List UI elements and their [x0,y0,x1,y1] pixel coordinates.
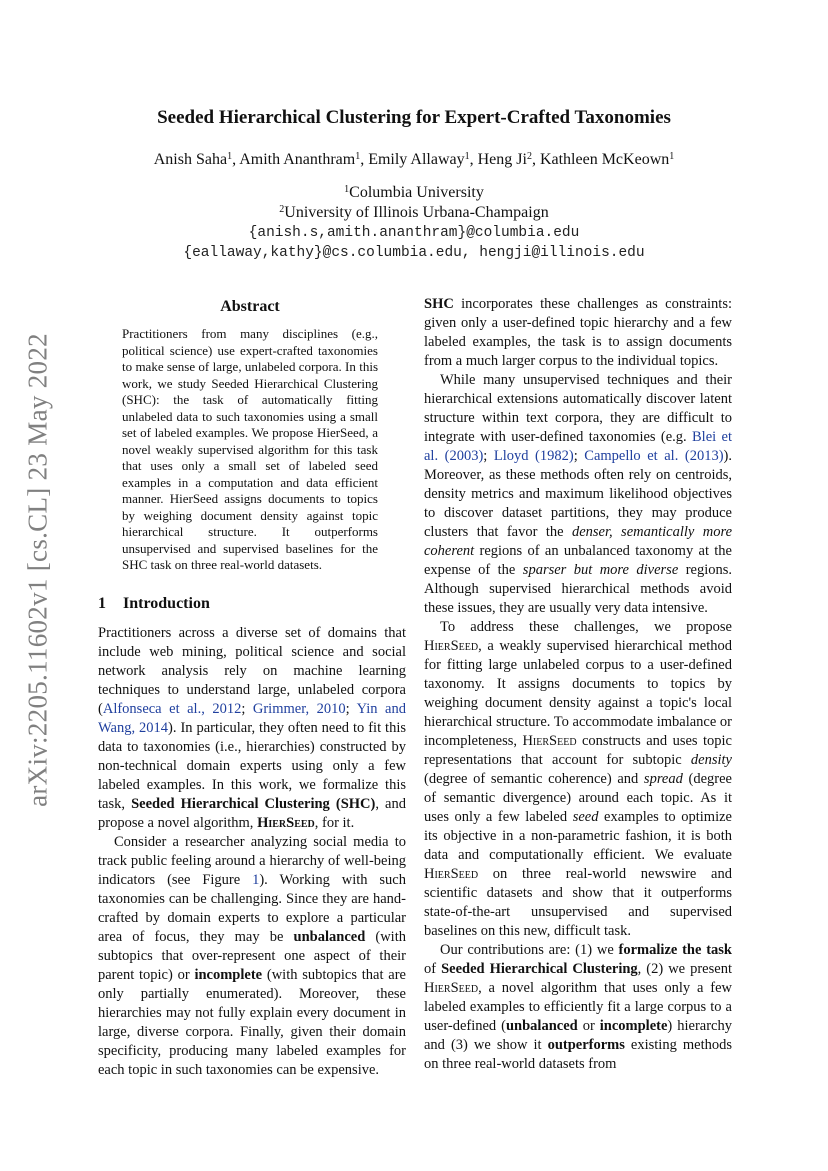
text-run: , a weakly supervised hierarchical method for fitting large unlabeled corpus to a user-defined taxonomy. It assigns documents to topics by weighing document density against a topic's local hierarchical structure. To accommodate imbalance or incompleteness, [424,638,732,749]
text-run: Our contributions are: (1) we [440,942,619,958]
paragraph [424,295,732,371]
text-run: ). Moreover, as these methods often rely on centroids, density metrics and maximum likelihood objectives to discover dataset partitions, they may produce clusters that favor the [424,448,732,540]
section-number: 1 [98,595,106,612]
paper-title: Seeded Hierarchical Clustering for Expert-Crafted Taxonomies [157,107,671,128]
method-name: HierSeed [257,815,315,831]
bold-term: unbalanced [293,929,366,945]
bold-term: incomplete [194,967,263,983]
italic-term: density [690,752,732,768]
citation-link[interactable]: Blei et al. (2003) [424,429,732,464]
citation-link[interactable]: Grimmer, 2010 [252,701,346,717]
email-line: {eallaway,kathy}@cs.columbia.edu, hengji@illinois.edu [183,245,645,261]
paragraph [424,371,732,618]
text-run: To address these challenges, we propose [440,619,732,635]
affiliation-name: University of Illinois Urbana-Champaign [284,204,549,221]
affiliation-number: 2 [279,204,285,215]
email-line: {anish.s,amith.ananthram}@columbia.edu [248,225,580,241]
text-run: existing methods on three real-world datasets from [424,1037,732,1072]
method-name: HierSeed [424,638,479,654]
text-run: ; [573,448,585,464]
bold-term: SHC [424,296,454,312]
author-name: Emily Allaway [368,151,465,168]
bold-term: Seeded Hierarchical Clustering [441,961,638,977]
abstract-heading: Abstract [220,298,280,315]
text-run: constructs and uses topic representations that account for subtopic [424,733,732,768]
author-affiliation-mark: 1 [227,151,233,162]
author-list: Anish Saha$^1$, Amith Ananthram$^1$, Emily Allaway$^1$, Heng Ji$^2$, Kathleen McKeown$^1$ [153,151,675,168]
text-run: of [424,961,442,977]
text-run: (degree of semantic divergence) around each topic. As it uses only a few labeled [424,771,732,825]
affiliation [98,203,730,223]
author-affiliation-mark: 2 [526,151,532,162]
bold-term: formalize the task [618,942,732,958]
paragraph [98,833,406,1080]
author-affiliation-mark: 1 [355,151,361,162]
text-run: Consider a researcher analyzing social media to track public feeling around a hierarchy of well-being indicators (see Figure [98,834,406,888]
italic-term: sparser but more diverse [522,562,679,578]
text-run: ; [345,701,357,717]
citation-link[interactable]: Alfonseca et al., 2012 [102,701,242,717]
text-run: ; [241,701,253,717]
text-run: Practitioners across a diverse set of domains that include web mining, political science and social network analysis rely on machine learning techniques to understand large, unlabeled corpora ( [98,625,406,717]
text-run: ). Working with such taxonomies can be challenging. Since they are hand-crafted by domain experts to explore a particular area of focus, they may be [98,872,406,945]
italic-term: spread [643,771,683,787]
author-affiliation-mark: 1 [464,151,470,162]
affiliation [98,183,730,203]
author-name: Heng Ji [477,151,527,168]
paragraph [98,624,406,833]
citation-link[interactable]: Lloyd (1982) [493,448,574,464]
text-run: regions. Although supervised hierarchical methods avoid these issues, they are usually very data intensive. [424,562,733,616]
author-affiliation-mark: 1 [669,151,675,162]
text-run: (degree of semantic coherence) and [424,771,644,787]
figure-link[interactable]: 1 [252,872,260,888]
arxiv-stamp: arXiv:2205.11602v1 [cs.CL] 23 May 2022 [22,333,53,807]
bold-term: incomplete [599,1018,668,1034]
paragraph [424,618,732,941]
right-column [424,295,732,1074]
text-run: While many unsupervised techniques and their hierarchical extensions automatically discover latent structure within text corpora, they are difficult to integrate with user-defined taxonomies (e.g. [424,372,732,445]
citation-link[interactable]: Yin and Wang, 2014 [98,701,406,736]
text-run: , and propose a novel algorithm, [98,796,406,831]
author-name: Anish Saha [153,151,228,168]
text-run: incorporates these challenges as constraints: given only a user-defined topic hierarchy and a few labeled examples, the task is to assign documents from a much larger corpus to the individual topics. [424,296,732,369]
section-title: Introduction [123,595,210,612]
text-run: (with subtopics that over-represent one aspect of their parent topic) or [98,929,406,983]
method-name: HierSeed [522,733,577,749]
affiliation-name: Columbia University [349,184,484,201]
bold-term: unbalanced [505,1018,578,1034]
bold-term: Seeded Hierarchical Clustering (SHC) [131,796,376,812]
method-name: HierSeed [424,866,479,882]
abstract-text: Practitioners from many disciplines (e.g., political science) use expert-crafted taxonomies to make sense of large, unlabeled corpora. In this work, we study Seeded Hierarchical Clustering (SHC): the task of automatically fitting unlabeled data to such taxonomies using a small set of labeled examples. We propose HierSeed, a novel weakly supervised algorithm for this task that uses only a small set of labeled seed examples in a computation and data efficient manner. HierSeed assigns documents to topics by weighing document density against topic hierarchical structure. It outperforms unsupervised and supervised baselines for the SHC task on three real-world datasets. [122,326,378,572]
author-name: Kathleen McKeown [539,151,670,168]
citation-link[interactable]: Campello et al. (2013) [584,448,724,464]
affiliation-number: 1 [344,184,350,195]
text-run: ; [483,448,494,464]
text-run: , a novel algorithm that uses only a few labeled examples to efficiently fit a large corpus to a user-defined ( [424,980,732,1034]
text-run: ). In particular, they often need to fit this data to taxonomies (i.e., hierarchies) constructed by non-technical domain experts using only a few labeled examples. In this work, we formalize this task, [98,720,407,812]
text-run: regions of an unbalanced taxonomy at the expense of the [424,543,732,578]
left-column [98,624,406,1080]
italic-term: denser, semantically more coherent [424,524,732,559]
section-heading [98,594,210,614]
text-run: , for it. [314,815,355,831]
author-name: Amith Ananthram [239,151,356,168]
italic-term: seed [572,809,599,825]
method-name: HierSeed [424,980,479,996]
text-run: or [577,1018,600,1034]
bold-term: outperforms [547,1037,625,1053]
text-run: ) hierarchy and (3) we show it [424,1018,732,1053]
text-run: , (2) we present [637,961,732,977]
paragraph [424,941,732,1074]
text-run: (with subtopics that are only partially enumerated). Moreover, these hierarchies may not fully explain every document in large, diverse corpora. Finally, given their domain specificity, producing many labeled examples for each topic in such taxonomies can be expensive. [98,967,406,1078]
text-run: examples to optimize its objective in a non-parametric fashion, it is both data and computationally efficient. We evaluate [424,809,732,863]
text-run: on three real-world newswire and scientific datasets and show that it outperforms state-of-the-art unsupervised and supervised baselines on this new, difficult task. [424,866,732,939]
